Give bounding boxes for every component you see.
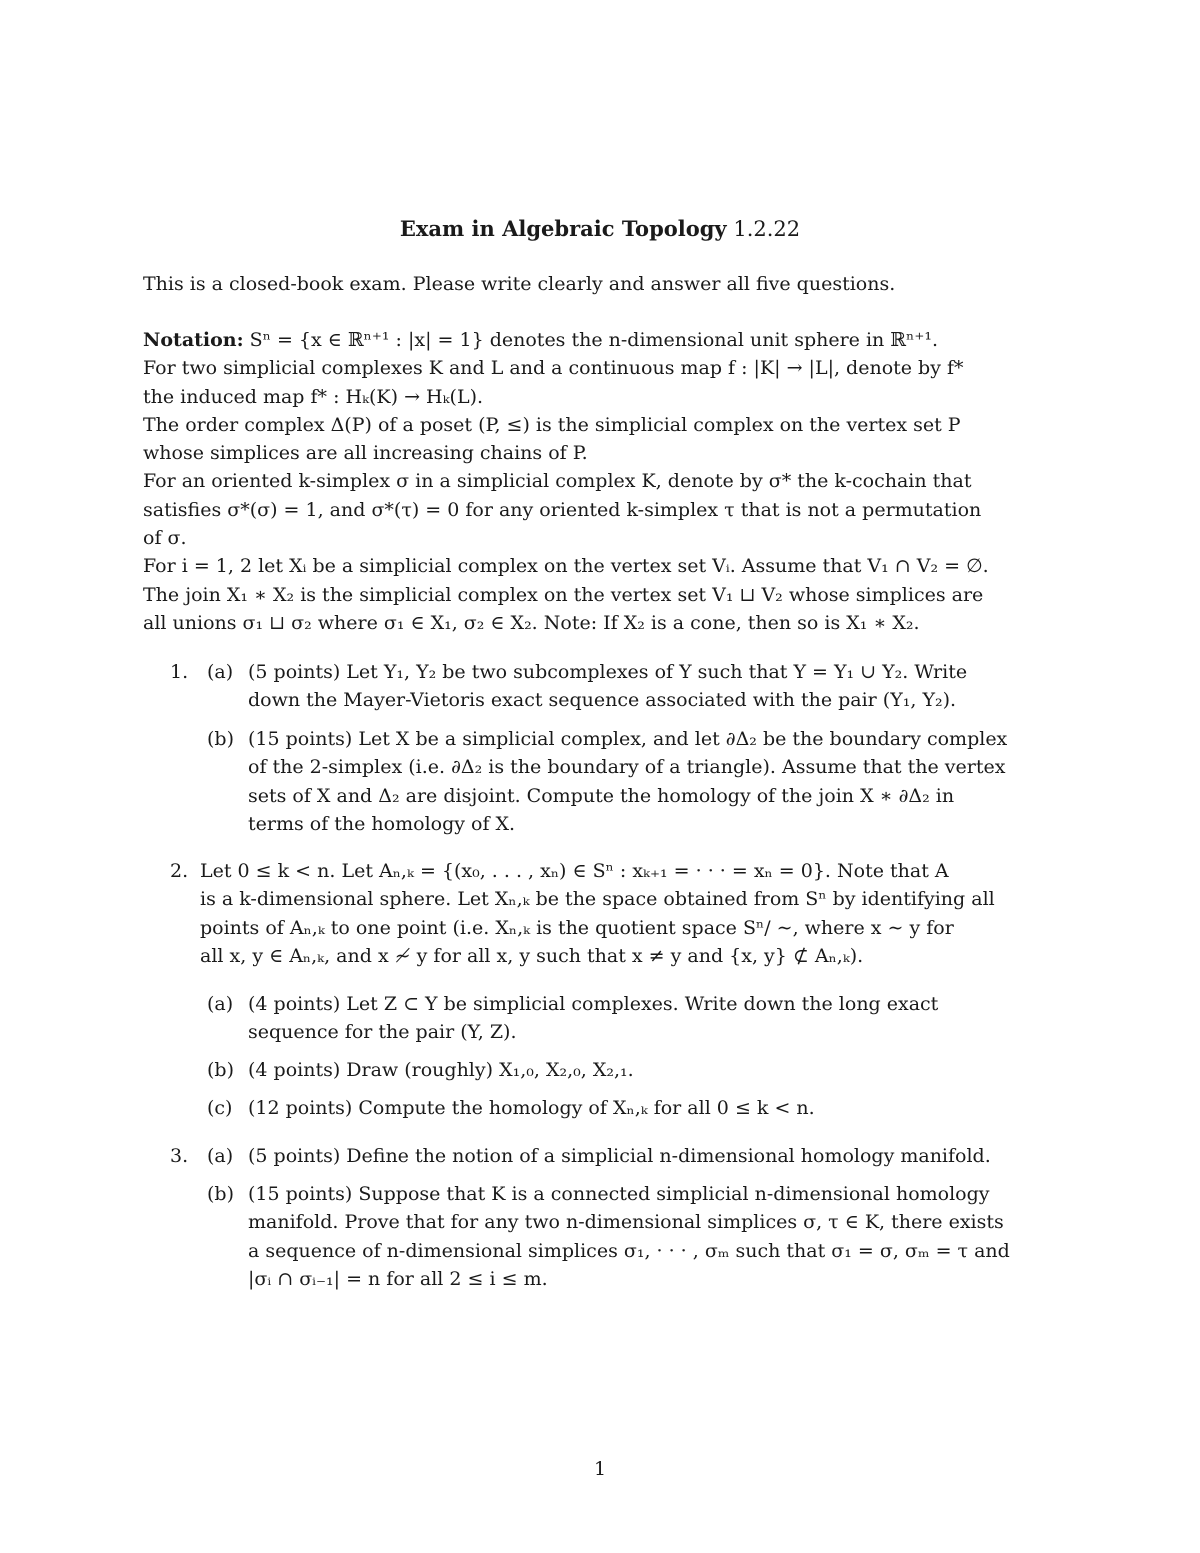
notation-line: For two simplicial complexes K and L and a continuous map f : |K| → |L|, denote by f*: [143, 357, 964, 380]
question-number: 1.: [170, 661, 189, 683]
part-label: (b): [207, 1183, 234, 1205]
question-part-a: [248, 658, 1043, 715]
question-part-a: (5 points) Define the notion of a simplicial n-dimensional homology manifold.: [248, 1145, 991, 1167]
notation-line: of σ.: [143, 527, 187, 550]
part-line: terms of the homology of X.: [248, 812, 516, 835]
question-part-a: [248, 990, 1043, 1047]
notation-label: Notation:: [143, 329, 244, 351]
question-number: 2.: [170, 860, 189, 882]
intro-paragraph: This is a closed-book exam. Please write clearly and answer all five questions.: [143, 273, 896, 295]
notation-line: the induced map f* : Hₖ(K) → Hₖ(L).: [143, 385, 484, 408]
part-label: (a): [207, 661, 234, 683]
notation-line: [143, 326, 1043, 354]
part-label: (b): [207, 1059, 234, 1081]
part-line: (15 points) Let X be a simplicial complex, and let ∂Δ₂ be the boundary complex: [248, 728, 1008, 750]
notation-line: The join X₁ ∗ X₂ is the simplicial complex on the vertex set V₁ ⊔ V₂ whose simplices are: [143, 583, 984, 606]
notation-line: For i = 1, 2 let Xᵢ be a simplicial complex on the vertex set Vᵢ. Assume that V₁ ∩ V₂ = ∅.: [143, 555, 989, 578]
notation-line: whose simplices are all increasing chains of P.: [143, 442, 588, 465]
part-label: (b): [207, 728, 234, 750]
part-line: down the Mayer-Vietoris exact sequence associated with the pair (Y₁, Y₂).: [248, 689, 957, 712]
notation-line: The order complex Δ(P) of a poset (P, ≤) is the simplicial complex on the vertex set P: [143, 413, 961, 436]
title-text: Exam in Algebraic Topology: [399, 216, 727, 241]
part-label: (a): [207, 1145, 234, 1167]
stem-line: all x, y ∈ Aₙ,ₖ, and x ≁ y for all x, y such that x ≠ y and {x, y} ⊄ Aₙ,ₖ).: [200, 944, 864, 967]
part-line: a sequence of n-dimensional simplices σ₁, · · · , σₘ such that σ₁ = σ, σₘ = τ and: [248, 1239, 1010, 1262]
exam-title: [0, 214, 1200, 244]
part-line: (5 points) Let Y₁, Y₂ be two subcomplexes of Y such that Y = Y₁ ∪ Y₂. Write: [248, 661, 968, 683]
page-number: 1: [593, 1458, 607, 1480]
notation-text: Sⁿ = {x ∈ ℝⁿ⁺¹ : |x| = 1} denotes the n-dimensional unit sphere in ℝⁿ⁺¹.: [249, 329, 939, 351]
notation-line: For an oriented k-simplex σ in a simplicial complex K, denote by σ* the k-cochain that: [143, 470, 972, 493]
notation-line: satisfies σ*(σ) = 1, and σ*(τ) = 0 for any oriented k-simplex τ that is not a permutation: [143, 498, 982, 521]
question-part-c: (12 points) Compute the homology of Xₙ,ₖ for all 0 ≤ k < n.: [248, 1097, 815, 1119]
notation-line: all unions σ₁ ⊔ σ₂ where σ₁ ∈ X₁, σ₂ ∈ X₂. Note: If X₂ is a cone, then so is X₁ ∗ X₂.: [143, 611, 920, 634]
part-line: (4 points) Let Z ⊂ Y be simplicial complexes. Write down the long exact: [248, 993, 939, 1015]
part-line: |σᵢ ∩ σᵢ₋₁| = n for all 2 ≤ i ≤ m.: [248, 1267, 548, 1290]
question-stem: [200, 857, 1043, 970]
part-label: (c): [207, 1097, 233, 1119]
question-part-b: [248, 1180, 1043, 1293]
part-line: manifold. Prove that for any two n-dimensional simplices σ, τ ∈ K, there exists: [248, 1211, 1004, 1234]
stem-line: points of Aₙ,ₖ to one point (i.e. Xₙ,ₖ is the quotient space Sⁿ/ ∼, where x ∼ y for: [200, 916, 954, 939]
stem-line: is a k-dimensional sphere. Let Xₙ,ₖ be the space obtained from Sⁿ by identifying all: [200, 888, 995, 911]
question-part-b: [248, 725, 1043, 838]
part-line: sets of X and Δ₂ are disjoint. Compute the homology of the join X ∗ ∂Δ₂ in: [248, 784, 955, 807]
question-number: 3.: [170, 1145, 189, 1167]
part-line: (15 points) Suppose that K is a connected simplicial n-dimensional homology: [248, 1183, 990, 1205]
notation-section: [143, 326, 1043, 637]
stem-line: Let 0 ≤ k < n. Let Aₙ,ₖ = {(x₀, . . . , xₙ) ∈ Sⁿ : xₖ₊₁ = · · · = xₙ = 0}. Note that A: [200, 860, 949, 882]
part-line: of the 2-simplex (i.e. ∂Δ₂ is the boundary of a triangle). Assume that the vertex: [248, 756, 1006, 779]
part-line: sequence for the pair (Y, Z).: [248, 1021, 517, 1044]
part-label: (a): [207, 993, 234, 1015]
question-part-b: (4 points) Draw (roughly) X₁,₀, X₂,₀, X₂,₁.: [248, 1059, 634, 1081]
title-date: 1.2.22: [733, 217, 801, 241]
